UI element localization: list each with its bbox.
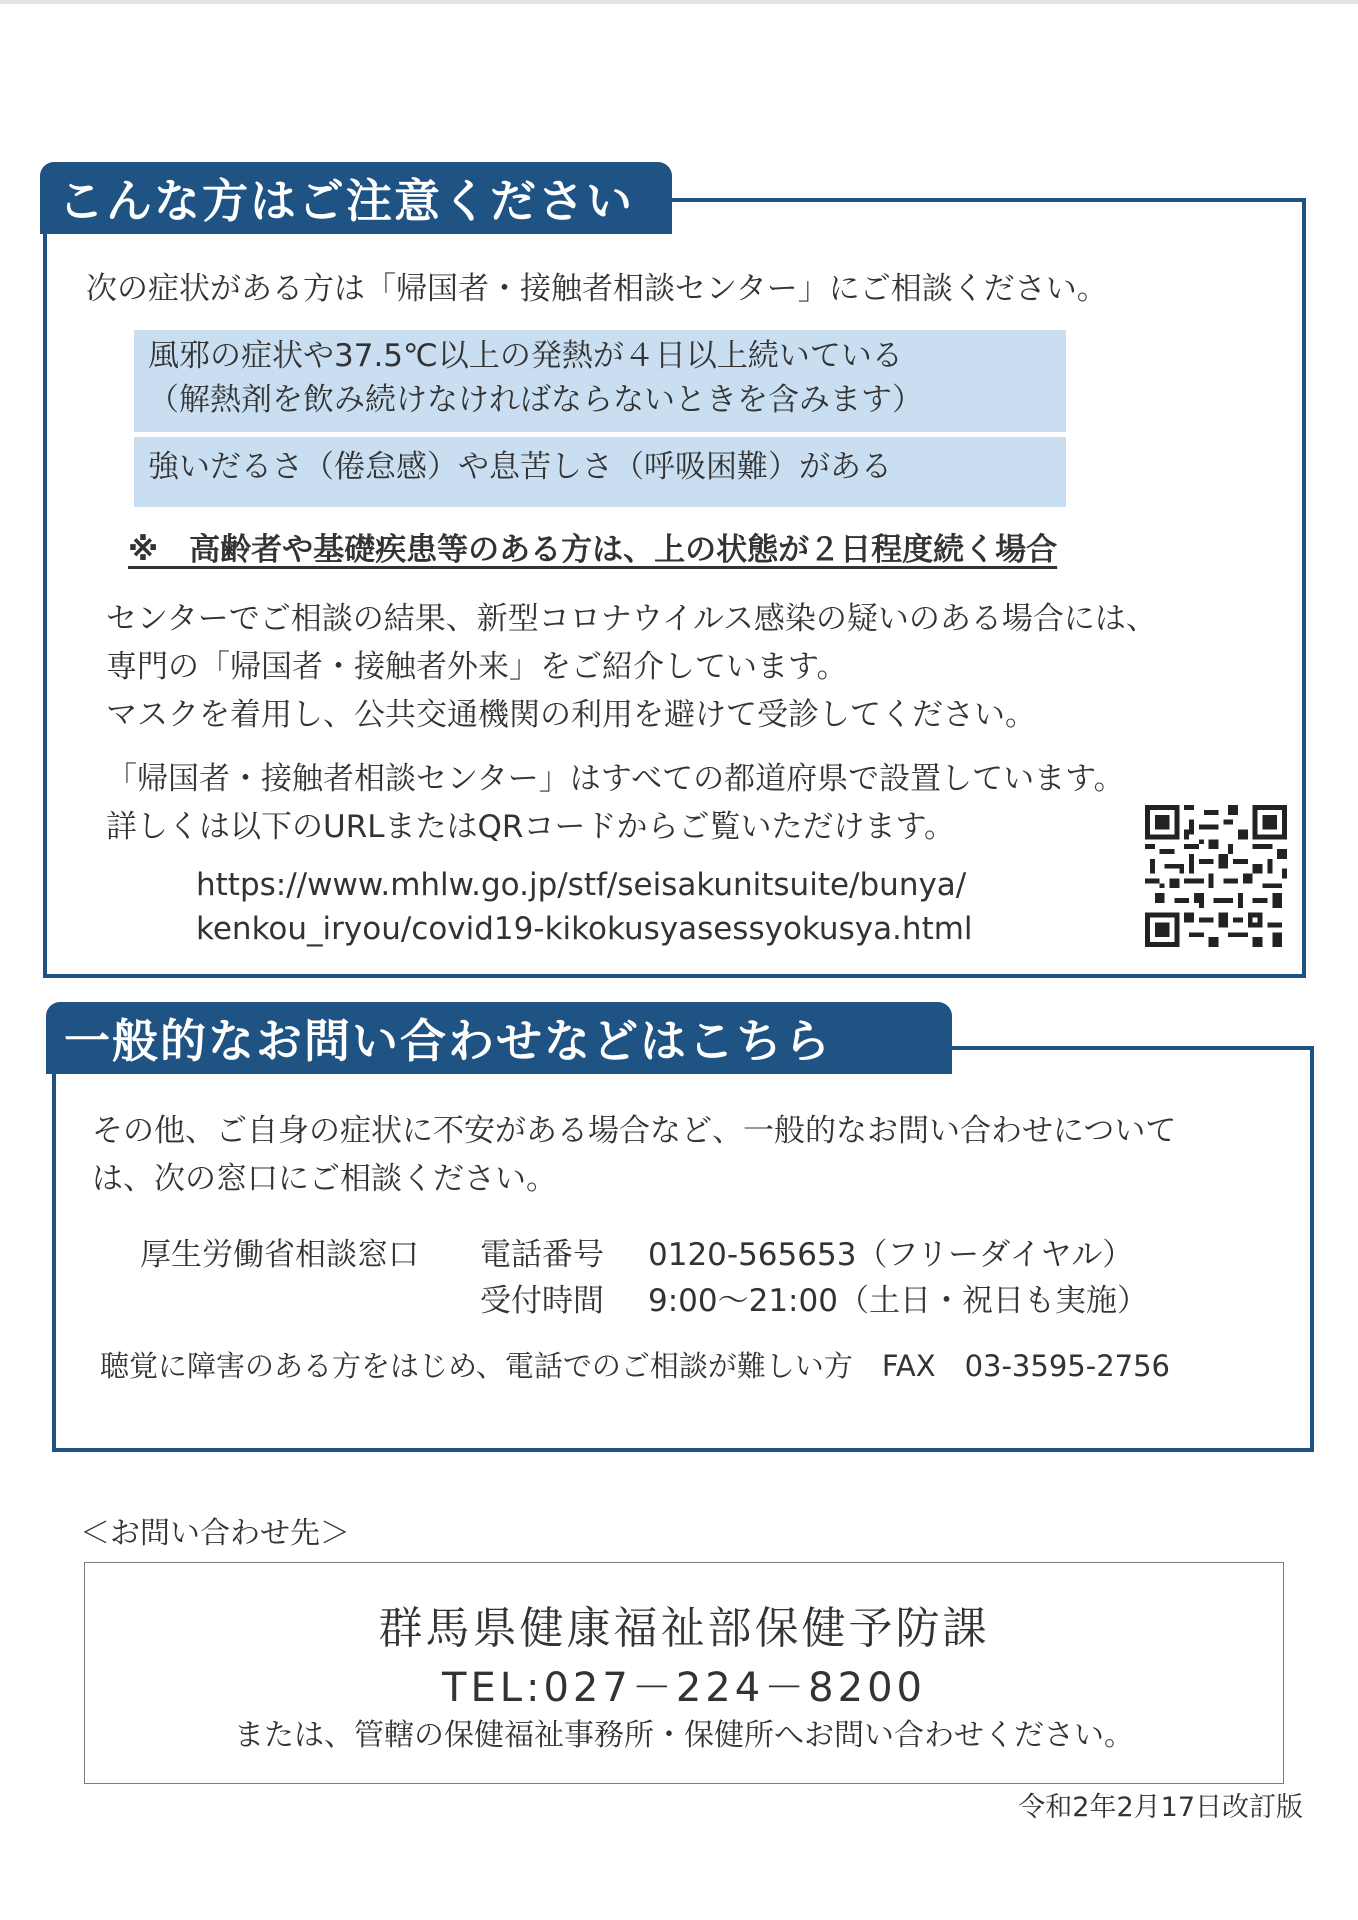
consult-para-line3: マスクを着用し、公共交通機関の利用を避けて受診してください。 — [106, 697, 1036, 733]
caution-panel — [43, 198, 1306, 978]
fax-line: 聴覚に障害のある方をはじめ、電話でのご相談が難しい方 FAX 03-3595-2756 — [100, 1349, 1171, 1383]
center-para-line2: 詳しくは以下のURLまたはQRコードからご覧いただけます。 — [106, 809, 955, 845]
hours-label: 受付時間 — [480, 1283, 604, 1319]
symptom-fever-line2: （解熱剤を飲み続けなければならないときを含みます） — [148, 382, 923, 418]
mhlw-office-name: 厚生労働省相談窓口 — [140, 1237, 419, 1273]
caution-tab-title: こんな方はご注意ください — [40, 162, 672, 234]
center-para-line1: 「帰国者・接触者相談センター」はすべての都道府県で設置しています。 — [106, 761, 1125, 797]
mhlw-url-line1[interactable]: https://www.mhlw.go.jp/stf/seisakunitsuite/bunya/ — [196, 867, 967, 903]
phone-number[interactable]: 0120-565653（フリーダイヤル） — [648, 1237, 1134, 1273]
symptom-fatigue: 強いだるさ（倦怠感）や息苦しさ（呼吸困難）がある — [148, 449, 892, 485]
general-inquiry-tab-title: 一般的なお問い合わせなどはこちら — [46, 1002, 952, 1074]
hours-value: 9:00～21:00（土日・祝日も実施） — [648, 1283, 1148, 1319]
top-rule — [0, 0, 1358, 4]
caution-intro: 次の症状がある方は「帰国者・接触者相談センター」にご相談ください。 — [86, 271, 1108, 307]
phone-label: 電話番号 — [480, 1237, 604, 1273]
symptom-fever-line1: 風邪の症状や37.5℃以上の発熱が４日以上続いている — [148, 338, 903, 374]
consult-para-line2: 専門の「帰国者・接触者外来」をご紹介しています。 — [106, 649, 848, 685]
elderly-note: ※ 高齢者や基礎疾患等のある方は、上の状態が２日程度続く場合 — [128, 532, 1058, 568]
revision-date: 令和2年2月17日改訂版 — [1018, 1792, 1303, 1823]
contact-heading: ＜お問い合わせ先＞ — [80, 1516, 350, 1551]
general-intro-line2: は、次の窓口にご相談ください。 — [92, 1161, 557, 1197]
consult-para-line1: センターでご相談の結果、新型コロナウイルス感染の疑いのある場合には、 — [106, 601, 1157, 637]
mhlw-url-line2[interactable]: kenkou_iryou/covid19-kikokusyasessyokusya.html — [196, 911, 973, 947]
contact-alternative: または、管轄の保健福祉事務所・保健所へお問い合わせください。 — [234, 1718, 1134, 1753]
qr-code-icon[interactable] — [1145, 805, 1287, 947]
contact-tel[interactable]: TEL:027－224－8200 — [442, 1665, 926, 1711]
contact-department: 群馬県健康福祉部保健予防課 — [378, 1603, 990, 1654]
general-intro-line1: その他、ご自身の症状に不安がある場合など、一般的なお問い合わせについて — [92, 1113, 1177, 1149]
